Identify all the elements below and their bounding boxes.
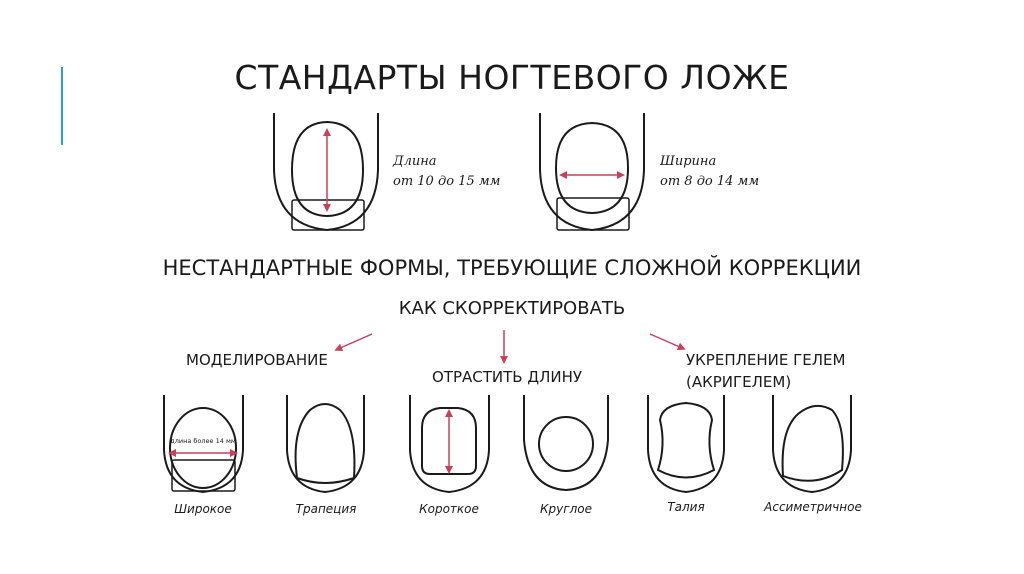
method-modeling: МОДЕЛИРОВАНИЕ (186, 351, 328, 369)
caption-short: Короткое (419, 502, 479, 516)
page-title: СТАНДАРТЫ НОГТЕВОГО ЛОЖЕ (234, 58, 790, 97)
caption-wide: Широкое (174, 502, 232, 516)
length-range: от 10 до 15 мм (393, 174, 501, 189)
method-gel-note: (АКРИГЕЛЕМ) (686, 373, 792, 391)
width-range: от 8 до 14 мм (660, 174, 760, 189)
method-grow-length: ОТРАСТИТЬ ДЛИНУ (432, 368, 582, 386)
standard-nail-width (540, 113, 644, 230)
how-to-correct: КАК СКОРРЕКТИРОВАТЬ (398, 298, 626, 319)
standard-nail-length (274, 113, 378, 230)
shape-wide (164, 395, 243, 492)
shape-short (410, 395, 489, 492)
width-label: Ширина (660, 154, 717, 169)
shape-asymmetric (773, 395, 851, 492)
method-gel: УКРЕПЛЕНИЕ ГЕЛЕМ (686, 351, 846, 369)
arrow-to-modeling (338, 334, 372, 349)
caption-trapezoid: Трапеция (295, 502, 357, 516)
section-subtitle: НЕСТАНДАРТНЫЕ ФОРМЫ, ТРЕБУЮЩИЕ СЛОЖНОЙ КОРРЕКЦИИ (162, 256, 862, 280)
caption-asymmetric: Ассиметричное (764, 500, 862, 514)
caption-round: Круглое (540, 502, 592, 516)
inner-note: длина более 14 мм (170, 437, 236, 445)
length-standard (393, 152, 500, 192)
shape-round (524, 395, 608, 490)
length-label: Длина (393, 154, 437, 169)
caption-waist: Талия (667, 500, 705, 514)
shape-waist (648, 395, 724, 492)
arrow-to-gel (650, 334, 682, 348)
width-standard (660, 152, 759, 192)
shape-trapezoid (287, 395, 364, 492)
